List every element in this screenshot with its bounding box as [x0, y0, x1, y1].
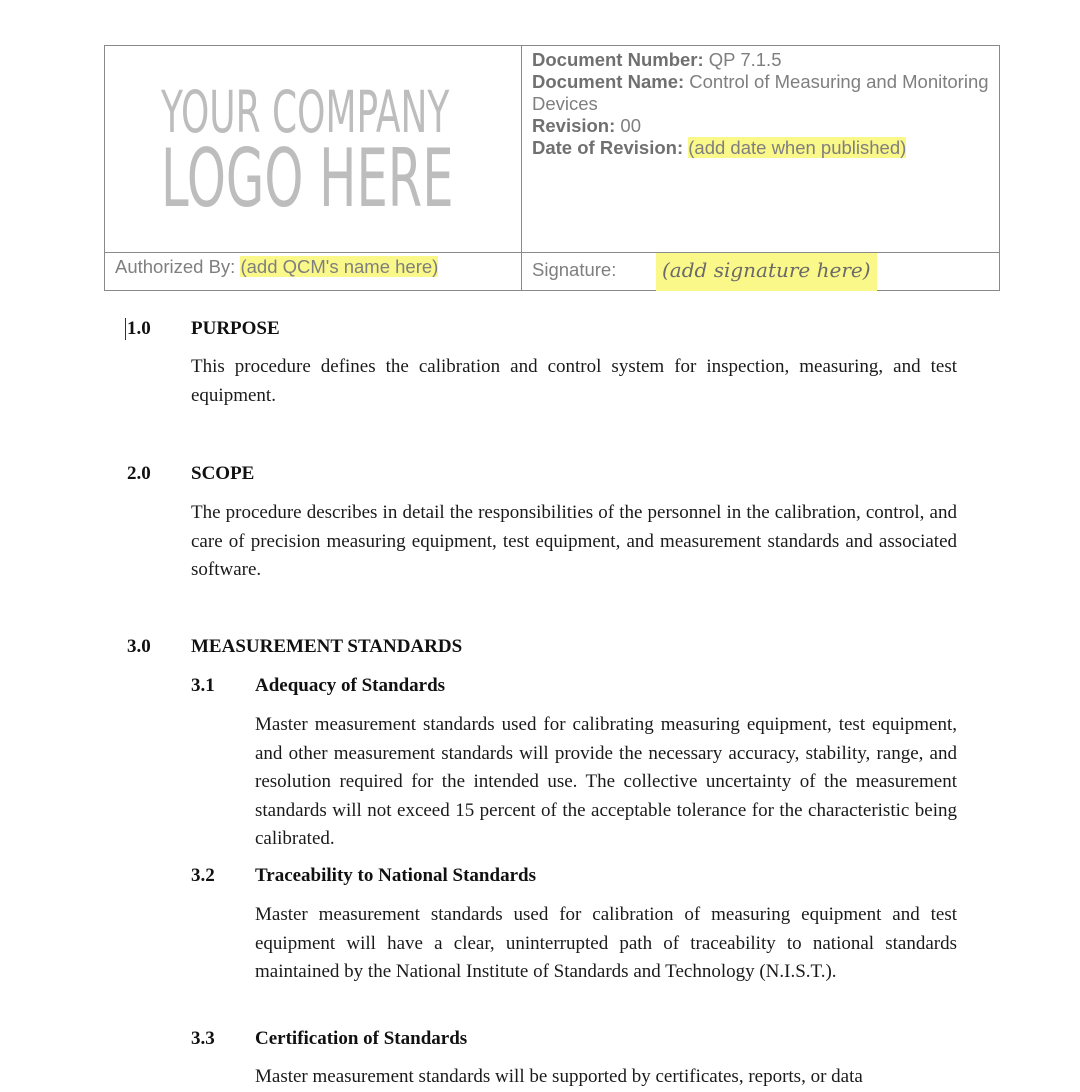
subsection-number-traceability: 3.2 [191, 865, 215, 886]
subsection-text-certification: Master measurement standards will be supported by certificates, reports, or data [255, 1066, 863, 1087]
revision-row [532, 115, 989, 137]
document-info-cell [522, 46, 999, 252]
logo-line-2: LOGO HERE [161, 132, 454, 225]
signature-value[interactable]: (add signature here) [656, 253, 877, 291]
subsection-title-traceability: Traceability to National Standards [255, 865, 536, 886]
company-logo-placeholder [161, 78, 454, 225]
subsection-number-certification: 3.3 [191, 1028, 215, 1049]
section-number-measurement-standards: 3.0 [127, 636, 151, 657]
signature-cell [522, 253, 999, 290]
revision-label: Revision: [532, 115, 616, 136]
document-name-row [532, 71, 989, 115]
document-number-value: QP 7.1.5 [708, 49, 782, 70]
document-number-row [532, 49, 989, 71]
section-title-measurement-standards: MEASUREMENT STANDARDS [191, 636, 463, 657]
subsection-title-certification: Certification of Standards [255, 1028, 468, 1049]
date-of-revision-value[interactable]: (add date when published) [688, 137, 907, 158]
signature-label: Signature: [532, 259, 617, 280]
authorized-by-label: Authorized By: [115, 256, 236, 277]
date-of-revision-row [532, 137, 989, 159]
authorization-row [105, 252, 999, 290]
section-number-purpose: 1.0 [127, 318, 151, 339]
subsection-number-adequacy: 3.1 [191, 675, 215, 696]
section-title-scope: SCOPE [191, 463, 255, 484]
date-of-revision-label: Date of Revision: [532, 137, 684, 158]
subsection-text-traceability: Master measurement standards used for calibration of measuring equipment and test equipment will have a clear, uninterrupted path of traceability to national standards maintained by the National Institute of Standards and Technology (N.I.S.T.). [255, 904, 957, 982]
section-text-purpose: This procedure defines the calibration and control system for inspection, measuring, and test equipment. [191, 356, 957, 406]
subsection-text-adequacy: Master measurement standards used for calibrating measuring equipment, test equipment, and other measurement standards will provide the necessary accuracy, stability, range, and resolution required for the intended use. The collective uncertainty of the measurement standards will not exceed 15 percent of the acceptable tolerance for the characteristic being calibrated. [255, 714, 957, 849]
document-name-value: Control of Measuring and Monitoring Devices [532, 71, 989, 114]
section-text-scope: The procedure describes in detail the responsibilities of the personnel in the calibration, control, and care of precision measuring equipment, test equipment, and measurement standards and associated software. [191, 502, 957, 580]
document-header-table [104, 45, 1000, 291]
revision-value: 00 [620, 115, 641, 136]
section-number-scope: 2.0 [127, 463, 151, 484]
authorized-by-cell [105, 253, 522, 290]
document-number-label: Document Number: [532, 49, 704, 70]
subsection-title-adequacy: Adequacy of Standards [255, 675, 446, 696]
logo-cell [105, 46, 522, 252]
authorized-by-value[interactable]: (add QCM's name here) [240, 256, 439, 277]
document-name-label: Document Name: [532, 71, 685, 92]
text-cursor [125, 318, 126, 340]
logo-line-1: YOUR COMPANY [161, 78, 450, 146]
section-title-purpose: PURPOSE [191, 318, 280, 339]
